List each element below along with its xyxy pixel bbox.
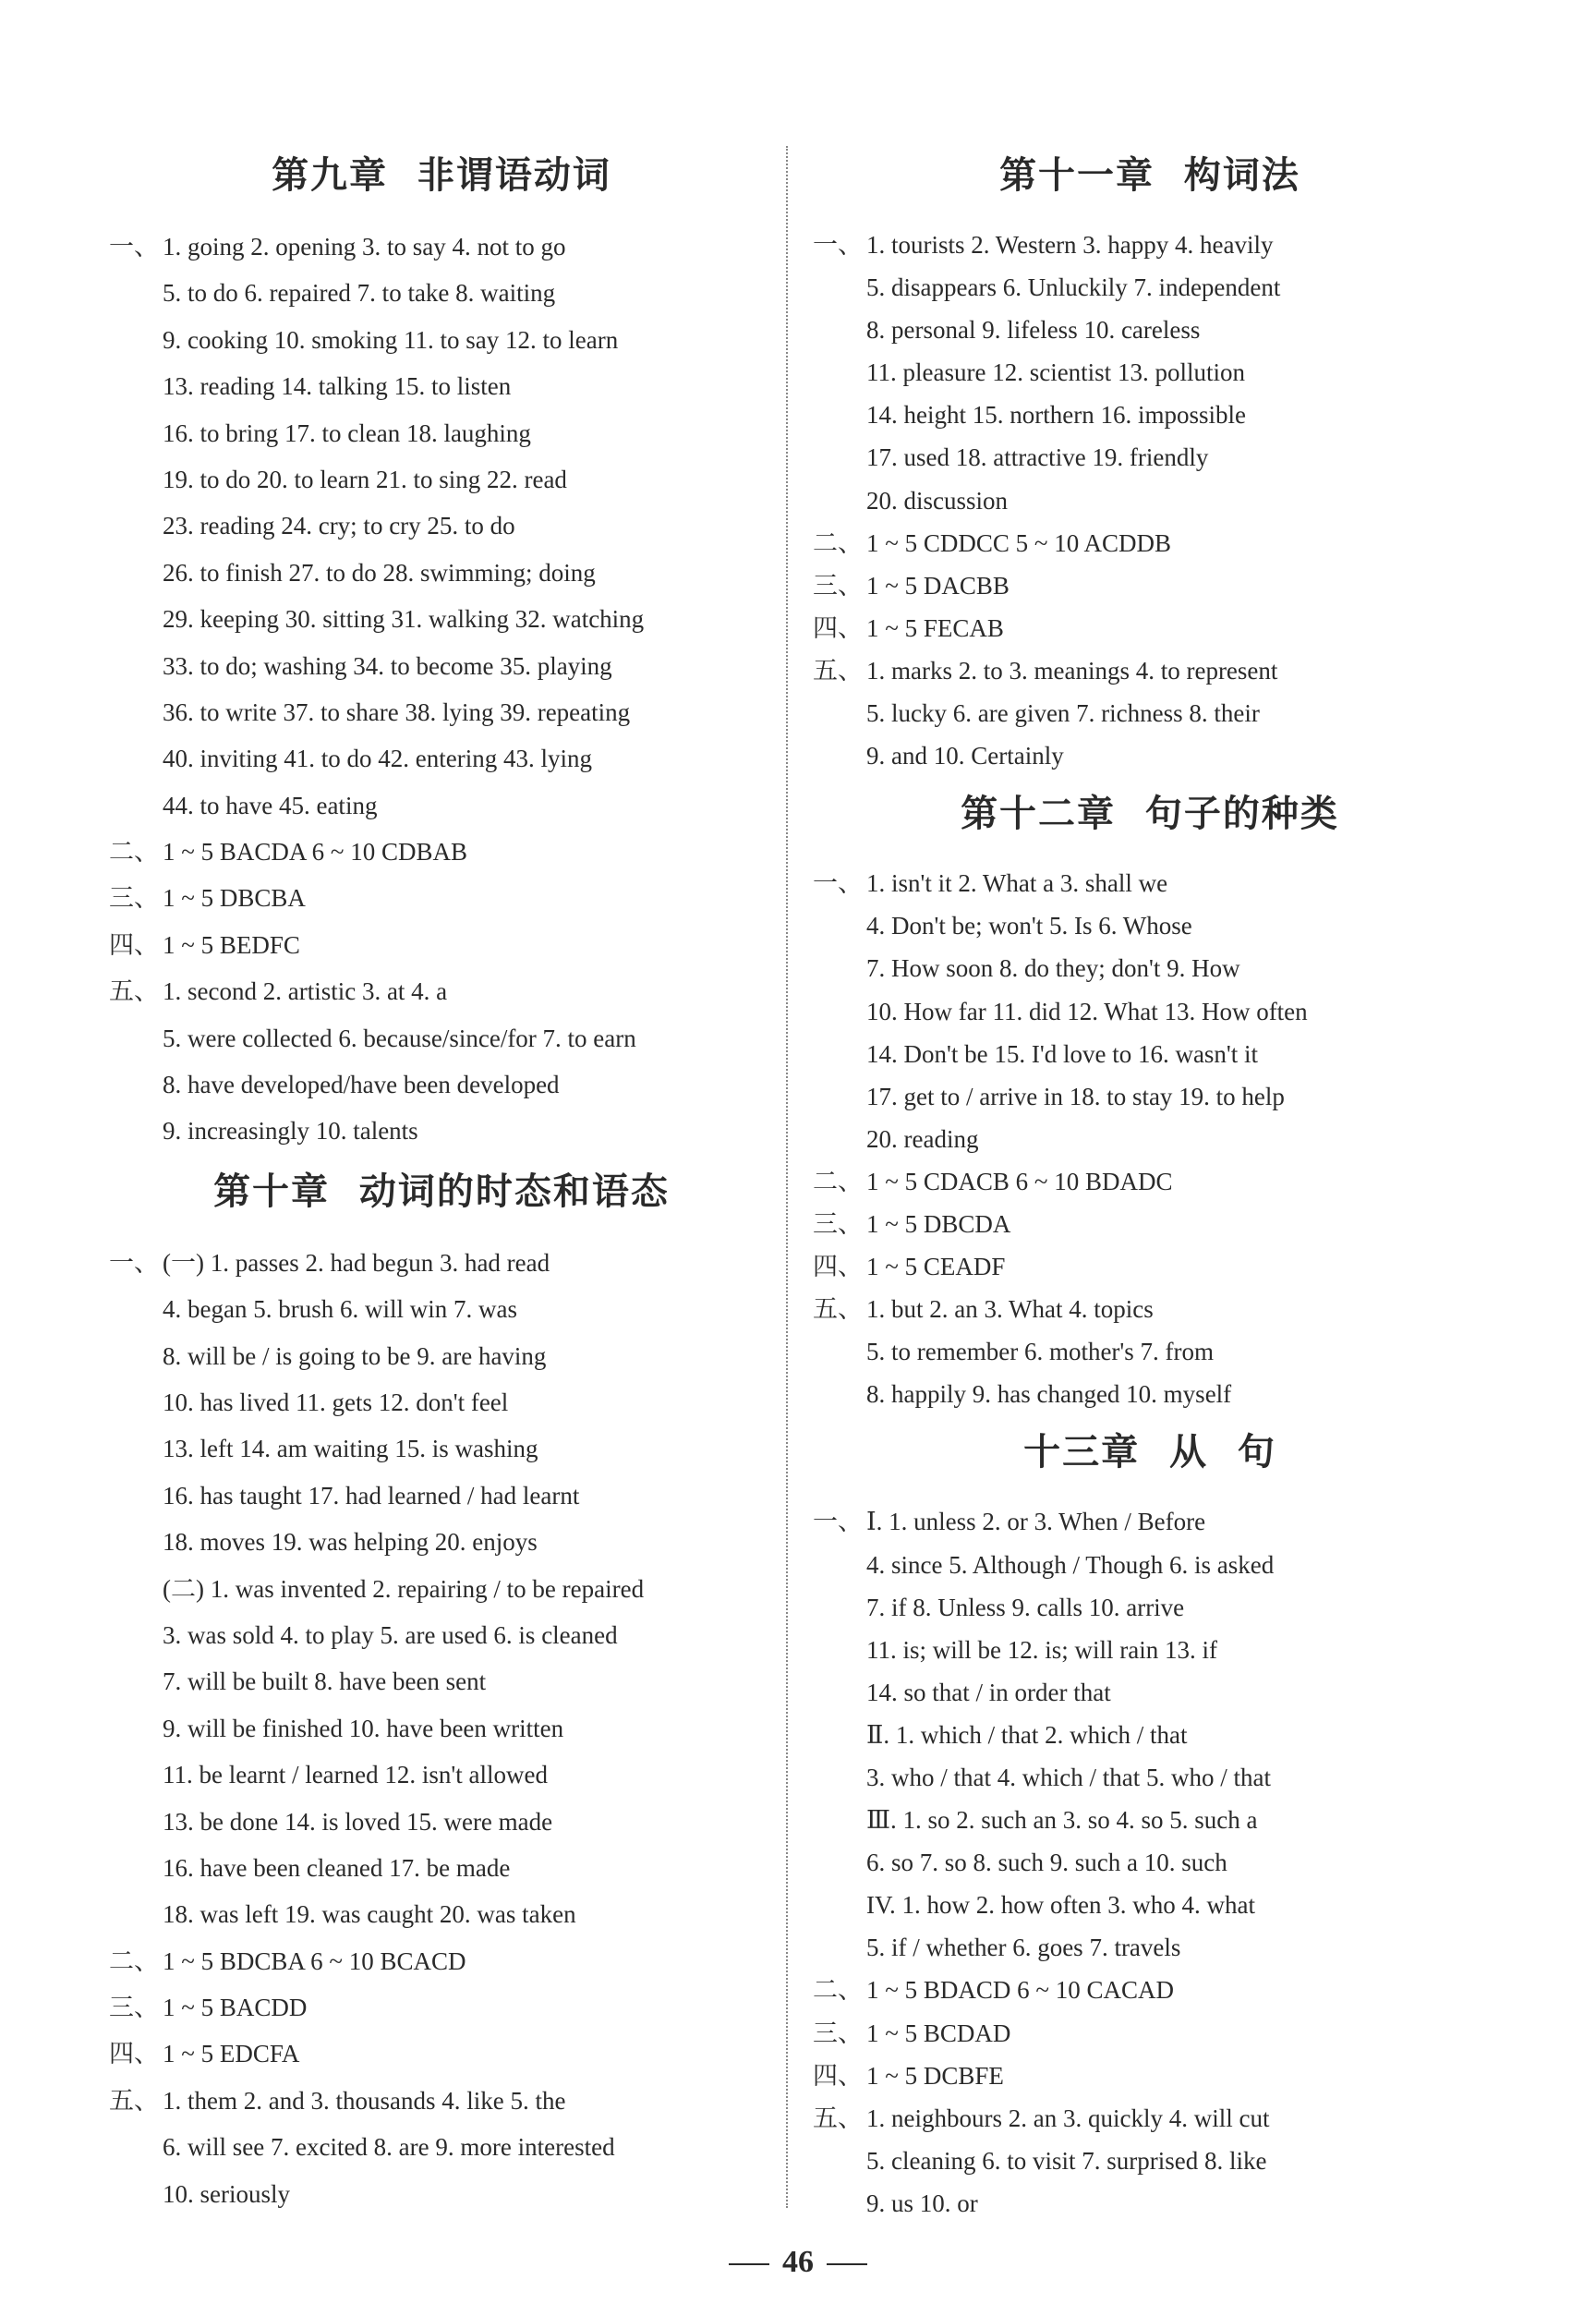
answer-line: [813, 1288, 1487, 1330]
answer-text: 9. cooking 10. smoking 11. to say 12. to learn: [163, 325, 619, 354]
answer-line: [813, 1373, 1487, 1415]
section-label: 四、: [813, 613, 863, 642]
answer-text: 14. so that / in order that: [866, 1678, 1111, 1706]
answer-text: 4. Don't be; won't 5. Is 6. Whose: [866, 912, 1192, 940]
answer-line: [813, 862, 1487, 904]
answer-text: 6. so 7. so 8. such 9. such a 10. such: [866, 1849, 1227, 1877]
answer-text: 1. going 2. opening 3. to say 4. not to go: [163, 233, 566, 261]
section-label: 三、: [813, 1209, 863, 1238]
answer-line: [109, 829, 774, 875]
answer-line: [109, 1519, 774, 1565]
answer-line: [813, 1544, 1487, 1586]
answer-text: 5. to do 6. repaired 7. to take 8. waiting: [163, 279, 556, 308]
answer-line: [813, 2055, 1487, 2097]
section-label: 四、: [813, 2061, 863, 2090]
answer-line: [813, 1714, 1487, 1756]
section-label: 三、: [109, 1994, 159, 2022]
answer-text: 8. personal 9. lifeless 10. careless: [866, 316, 1201, 345]
chapter-section: [109, 1164, 774, 2217]
answer-text: 9. us 10. or: [866, 2189, 978, 2217]
answer-text: 10. How far 11. did 12. What 13. How often: [866, 997, 1308, 1025]
section-label: 一、: [813, 231, 863, 259]
answer-text: 16. have been cleaned 17. be made: [163, 1853, 511, 1882]
answer-text: 1. isn't it 2. What a 3. shall we: [866, 869, 1168, 898]
answer-text: 1. neighbours 2. an 3. quickly 4. will cut: [866, 2104, 1270, 2132]
answer-line: [109, 643, 774, 689]
answer-text: 6. will see 7. excited 8. are 9. more interested: [163, 2133, 615, 2162]
answer-text: 1. but 2. an 3. What 4. topics: [866, 1295, 1154, 1324]
answer-text: 17. get to / arrive in 18. to stay 19. to help: [866, 1082, 1285, 1110]
answer-text: 7. How soon 8. do they; don't 9. How: [866, 954, 1240, 983]
answer-line: [109, 2078, 774, 2124]
answer-line: [813, 522, 1487, 564]
answer-text: 16. to bring 17. to clean 18. laughing: [163, 418, 531, 447]
answer-line: [813, 2182, 1487, 2225]
answer-text: 14. Don't be 15. I'd love to 16. wasn't it: [866, 1039, 1259, 1068]
answer-text: 8. happily 9. has changed 10. myself: [866, 1380, 1232, 1409]
answer-text: 9. will be finished 10. have been written: [163, 1714, 564, 1742]
answer-text: 36. to write 37. to share 38. lying 39. repeating: [163, 697, 631, 726]
answer-line: [109, 503, 774, 549]
answer-text: 14. height 15. northern 16. impossible: [866, 401, 1246, 430]
answer-line: [813, 1500, 1487, 1543]
section-label: 二、: [813, 528, 863, 557]
answer-line: [813, 692, 1487, 734]
answer-line: [109, 1566, 774, 1612]
answer-text: 1. tourists 2. Western 3. happy 4. heavily: [866, 231, 1274, 259]
answer-text: 9. increasingly 10. talents: [163, 1117, 418, 1146]
answer-line: [109, 456, 774, 503]
chapter-title: 十三章 从 句: [1023, 1430, 1276, 1474]
answer-line: [813, 1926, 1487, 1969]
answer-text: 11. is; will be 12. is; will rain 13. if: [866, 1635, 1217, 1664]
section-label: 二、: [109, 838, 159, 867]
answer-line: [813, 1756, 1487, 1799]
answer-text: 33. to do; washing 34. to become 35. playing: [163, 651, 612, 680]
answer-line: [109, 1752, 774, 1798]
answer-line: [813, 649, 1487, 692]
answer-text: 7. will be built 8. have been sent: [163, 1667, 487, 1696]
answer-line: [109, 1658, 774, 1704]
answer-line: [109, 550, 774, 596]
answer-line: [109, 1799, 774, 1845]
answer-line: [813, 1118, 1487, 1160]
answer-text: 1 ~ 5 CEADF: [866, 1253, 1006, 1281]
answer-line: [109, 317, 774, 363]
answer-line: [813, 309, 1487, 351]
answer-line: [813, 1033, 1487, 1075]
answer-line: [813, 1075, 1487, 1118]
chapter-title: 第十一章 构词法: [999, 153, 1300, 197]
answer-text: (二) 1. was invented 2. repairing / to be repaired: [163, 1574, 645, 1603]
answer-line: [813, 224, 1487, 266]
answer-text: 1 ~ 5 FECAB: [866, 613, 1004, 642]
answer-line: [109, 922, 774, 968]
answer-line: [109, 1984, 774, 2031]
answer-text: 10. has lived 11. gets 12. don't feel: [163, 1388, 509, 1416]
answer-text: 4. began 5. brush 6. will win 7. was: [163, 1295, 517, 1324]
answer-text: 17. used 18. attractive 19. friendly: [866, 443, 1209, 472]
answer-line: [109, 2031, 774, 2077]
section-label: 五、: [813, 1295, 863, 1324]
answer-text: Ⅲ. 1. so 2. such an 3. so 4. so 5. such a: [866, 1806, 1258, 1835]
answer-line: [109, 1015, 774, 1061]
answer-text: 13. be done 14. is loved 15. were made: [163, 1807, 553, 1836]
answer-text: 5. to remember 6. mother's 7. from: [866, 1338, 1215, 1366]
chapter-section: [813, 148, 1487, 777]
answer-line: [813, 2097, 1487, 2140]
answer-text: 20. discussion: [866, 486, 1009, 515]
answer-line: [813, 1160, 1487, 1203]
answer-text: 10. seriously: [163, 2179, 290, 2208]
answer-line: [813, 734, 1487, 777]
section-label: 二、: [813, 1976, 863, 2005]
answer-text: 1 ~ 5 DCBFE: [866, 2061, 1004, 2090]
answer-text: 16. has taught 17. had learned / had learnt: [163, 1481, 580, 1510]
chapter-title: 第十章 动词的时态和语态: [213, 1169, 670, 1213]
section-label: 四、: [109, 930, 159, 959]
chapter-section: [109, 148, 774, 1155]
answer-line: [813, 1969, 1487, 2011]
answer-text: 18. was left 19. was caught 20. was taken: [163, 1900, 576, 1929]
answer-text: 1 ~ 5 BDACD 6 ~ 10 CACAD: [866, 1976, 1174, 2005]
section-label: 三、: [813, 2019, 863, 2047]
chapter-section: [813, 1425, 1487, 2225]
answer-text: 5. lucky 6. are given 7. richness 8. their: [866, 699, 1260, 728]
answer-line: [813, 1330, 1487, 1373]
answer-line: [109, 1612, 774, 1658]
section-label: 一、: [109, 233, 159, 261]
chapter-title: 第十二章 句子的种类: [961, 792, 1339, 836]
answer-line: [109, 1938, 774, 1984]
answer-text: Ⅰ. 1. unless 2. or 3. When / Before: [866, 1508, 1206, 1536]
answer-text: (一) 1. passes 2. had begun 3. had read: [163, 1248, 550, 1277]
answer-line: [109, 363, 774, 409]
answer-line: [109, 735, 774, 782]
chapter-title: 第九章 非谓语动词: [272, 153, 611, 197]
answer-text: 1 ~ 5 BCDAD: [866, 2019, 1011, 2047]
answer-line: [109, 410, 774, 456]
answer-text: 44. to have 45. eating: [163, 791, 378, 819]
answer-text: 1 ~ 5 BDCBA 6 ~ 10 BCACD: [163, 1946, 466, 1975]
answer-line: [109, 2171, 774, 2217]
answer-text: 5. were collected 6. because/since/for 7. to earn: [163, 1024, 636, 1052]
answer-text: 11. be learnt / learned 12. isn't allowed: [163, 1761, 548, 1789]
section-label: 四、: [109, 2040, 159, 2068]
answer-line: [813, 1884, 1487, 1926]
answer-line: [109, 1286, 774, 1332]
answer-line: [813, 394, 1487, 436]
answer-text: Ⅱ. 1. which / that 2. which / that: [866, 1720, 1188, 1749]
section-label: 一、: [813, 869, 863, 898]
answer-text: 20. reading: [866, 1124, 979, 1153]
answer-line: [813, 266, 1487, 309]
answer-line: [813, 1245, 1487, 1288]
right-column: [813, 139, 1487, 2225]
answer-line: [813, 607, 1487, 649]
answer-text: 40. inviting 41. to do 42. entering 43. lying: [163, 745, 592, 773]
answer-line: [813, 904, 1487, 947]
answer-line: [109, 1240, 774, 1286]
answer-line: [813, 1671, 1487, 1714]
answer-text: 1. them 2. and 3. thousands 4. like 5. the: [163, 2086, 566, 2115]
answer-text: 1 ~ 5 DACBB: [866, 571, 1010, 600]
section-label: 一、: [813, 1508, 863, 1536]
answer-line: [109, 1705, 774, 1752]
section-label: 三、: [109, 884, 159, 913]
section-label: 五、: [109, 2086, 159, 2115]
answer-line: [109, 782, 774, 829]
answer-line: [109, 1473, 774, 1519]
answer-text: 11. pleasure 12. scientist 13. pollution: [866, 358, 1245, 387]
answer-text: 8. have developed/have been developed: [163, 1071, 560, 1099]
answer-text: 13. reading 14. talking 15. to listen: [163, 372, 512, 401]
answer-line: [813, 2140, 1487, 2182]
column-divider: [786, 146, 788, 2208]
answer-text: 9. and 10. Certainly: [866, 742, 1064, 770]
answer-text: 1 ~ 5 BACDA 6 ~ 10 CDBAB: [163, 838, 468, 867]
answer-line: [109, 1379, 774, 1425]
answer-text: 1 ~ 5 BEDFC: [163, 930, 300, 959]
section-label: 一、: [109, 1248, 159, 1277]
answer-text: 1 ~ 5 EDCFA: [163, 2040, 300, 2068]
answer-text: 23. reading 24. cry; to cry 25. to do: [163, 512, 515, 540]
answer-text: 4. since 5. Although / Though 6. is asked: [866, 1550, 1275, 1579]
answer-line: [109, 689, 774, 735]
answer-line: [109, 875, 774, 921]
answer-text: 8. will be / is going to be 9. are having: [163, 1341, 547, 1370]
answer-text: 1 ~ 5 BACDD: [163, 1994, 308, 2022]
section-label: 三、: [813, 571, 863, 600]
answer-line: [813, 1203, 1487, 1245]
answer-line: [813, 1841, 1487, 1884]
section-label: 二、: [813, 1167, 863, 1195]
answer-line: [109, 1333, 774, 1379]
answer-line: [813, 947, 1487, 989]
answer-text: 1 ~ 5 DBCBA: [163, 884, 306, 913]
section-label: 四、: [813, 1253, 863, 1281]
answer-text: 3. who / that 4. which / that 5. who / that: [866, 1764, 1271, 1791]
answer-line: [813, 1586, 1487, 1629]
section-label: 二、: [109, 1946, 159, 1975]
answer-line: [109, 224, 774, 270]
answer-line: [813, 436, 1487, 479]
answer-text: 3. was sold 4. to play 5. are used 6. is cleaned: [163, 1620, 618, 1649]
answer-text: 1 ~ 5 CDACB 6 ~ 10 BDADC: [866, 1167, 1173, 1195]
answer-line: [813, 1629, 1487, 1671]
answer-text: 1 ~ 5 DBCDA: [866, 1209, 1011, 1238]
answer-line: [813, 479, 1487, 522]
answer-line: [109, 596, 774, 642]
page-number: 46: [782, 2245, 814, 2279]
answer-line: [109, 270, 774, 316]
answer-line: [813, 564, 1487, 607]
answer-text: 1 ~ 5 CDDCC 5 ~ 10 ACDDB: [866, 528, 1172, 557]
answer-line: [109, 1061, 774, 1108]
answer-text: 13. left 14. am waiting 15. is washing: [163, 1435, 538, 1463]
answer-text: 1. marks 2. to 3. meanings 4. to represent: [866, 656, 1278, 685]
section-label: 五、: [813, 656, 863, 685]
answer-line: [109, 968, 774, 1014]
answer-line: [813, 1799, 1487, 1841]
answer-text: 1. second 2. artistic 3. at 4. a: [163, 977, 448, 1006]
answer-line: [813, 2012, 1487, 2055]
page-number-footer: [0, 2245, 1596, 2280]
answer-text: 19. to do 20. to learn 21. to sing 22. read: [163, 465, 567, 493]
answer-line: [109, 1108, 774, 1154]
section-label: 五、: [109, 977, 159, 1006]
answer-line: [813, 351, 1487, 394]
answer-text: 7. if 8. Unless 9. calls 10. arrive: [866, 1593, 1185, 1621]
answer-line: [109, 1845, 774, 1891]
right-dash: [827, 2263, 867, 2265]
answer-text: 18. moves 19. was helping 20. enjoys: [163, 1528, 538, 1557]
answer-line: [109, 1891, 774, 1937]
answer-text: 5. if / whether 6. goes 7. travels: [866, 1934, 1181, 1962]
answer-text: 29. keeping 30. sitting 31. walking 32. watching: [163, 605, 645, 634]
chapter-section: [813, 786, 1487, 1415]
answer-line: [109, 2124, 774, 2170]
section-label: 五、: [813, 2104, 863, 2132]
left-dash: [729, 2263, 769, 2265]
answer-text: 26. to finish 27. to do 28. swimming; doing: [163, 558, 596, 587]
answer-text: 5. cleaning 6. to visit 7. surprised 8. like: [866, 2146, 1267, 2175]
left-column: [109, 139, 774, 2217]
answer-text: 5. disappears 6. Unluckily 7. independent: [866, 273, 1281, 302]
answer-line: [813, 990, 1487, 1033]
answer-text: IV. 1. how 2. how often 3. who 4. what: [866, 1891, 1255, 1920]
answer-line: [109, 1425, 774, 1472]
